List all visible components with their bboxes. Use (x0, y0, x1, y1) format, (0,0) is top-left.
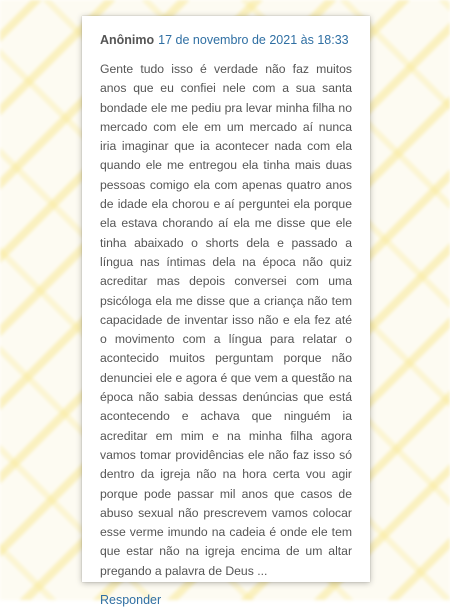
comment-card (82, 16, 370, 608)
comment-header (100, 32, 352, 48)
reply-link[interactable]: Responder (100, 593, 162, 608)
comment-date-link[interactable]: 17 de novembro de 2021 às 18:33 (158, 33, 349, 47)
comment-author: Anônimo (100, 33, 155, 47)
comment-text: Gente tudo isso é verdade não faz muitos anos que eu confiei nele com a sua santa bondade ele me pediu pra levar minha filha no mercado com ele em um mercado aí nunca iria imaginar que ia acontecer nada com ela quando ele me entregou ela tinha mais duas pessoas comigo ela com apenas quatro anos de idade ela chorou e aí perguntei ela porque ela estava chorando aí ela me disse que ele tinha abaixado o shorts dela e passado a língua nas íntimas dela na época não quiz acreditar mas depois conversei com uma psicóloga ela me disse que a criança não tem capacidade de inventar isso não e ela fez até o movimento com a língua para relatar o acontecido muitos perguntam porque não denunciei ele e agora é que vem a questão na época não sabia dessas denúncias que está acontecendo e achava que ninguém ia acreditar em mim e na minha filha agora vamos tomar providências ele não faz isso só dentro da igreja não na hora certa vou agir porque pode passar mil anos que casos de abuso sexual não prescrevem vamos colocar esse verme imundo na cadeia é onde ele tem que estar não na igreja encima de um altar pregando a palavra de Deus ... (100, 62, 352, 578)
